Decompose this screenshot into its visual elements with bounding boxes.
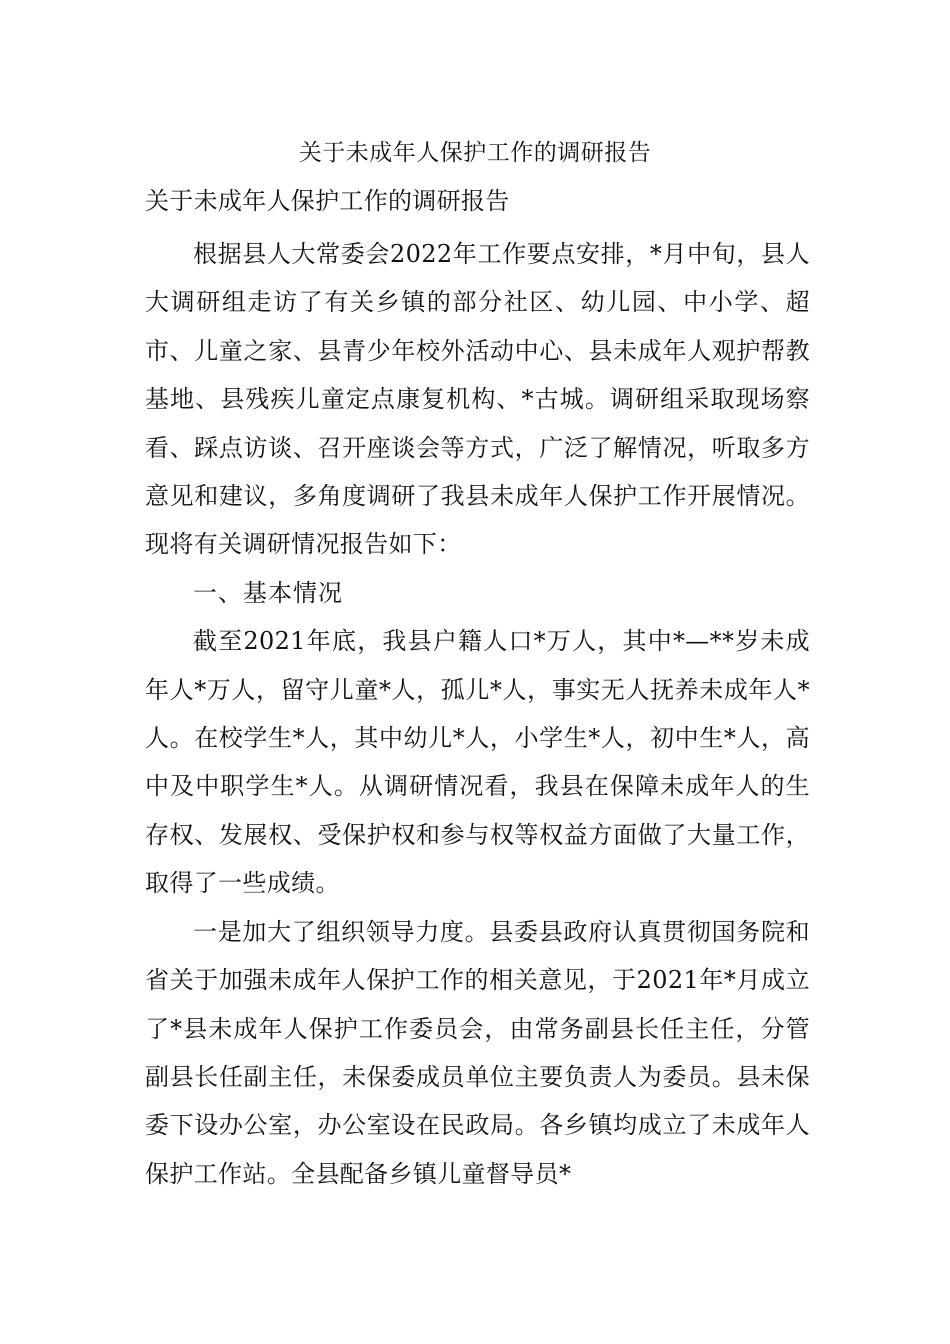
paragraph-organization: 一是加大了组织领导力度。县委县政府认真贯彻国务院和省关于加强未成年人保护工作的相关意见，于2021年*月成立了*县未成年人保护工作委员会，由常务副县长任主任，分管副县长任副主任，未保委成员单位主要负责人为委员。县未保委下设办公室，办公室设在民政局。各乡镇均成立了未成年人保护工作站。全县配备乡镇儿童督导员* bbox=[145, 917, 810, 1188]
paragraph-intro: 根据县人大常委会2022年工作要点安排，*月中旬，县人大调研组走访了有关乡镇的部分社区、幼儿园、中小学、超市、儿童之家、县青少年校外活动中心、县未成年人观护帮教基地、县残疾儿童定点康复机构、*古城。调研组采取现场察看、踩点访谈、召开座谈会等方式，广泛了解情况，听取多方意见和建议，多角度调研了我县未成年人保护工作开展情况。现将有关调研情况报告如下： bbox=[145, 240, 810, 559]
document-body bbox=[145, 230, 810, 1198]
document-subtitle: 关于未成年人保护工作的调研报告 bbox=[145, 187, 510, 215]
document-title: 关于未成年人保护工作的调研报告 bbox=[298, 140, 652, 166]
section-heading-basic-situation: 一、基本情况 bbox=[193, 578, 343, 607]
paragraph-statistics: 截至2021年底，我县户籍人口*万人，其中*—**岁未成年人*万人，留守儿童*人，孤儿*人，事实无人抚养未成年人*人。在校学生*人，其中幼儿*人，小学生*人，初中生*人，高中及中职学生*人。从调研情况看，我县在保障未成年人的生存权、发展权、受保护权和参与权等权益方面做了大量工作，取得了一些成绩。 bbox=[145, 627, 810, 898]
